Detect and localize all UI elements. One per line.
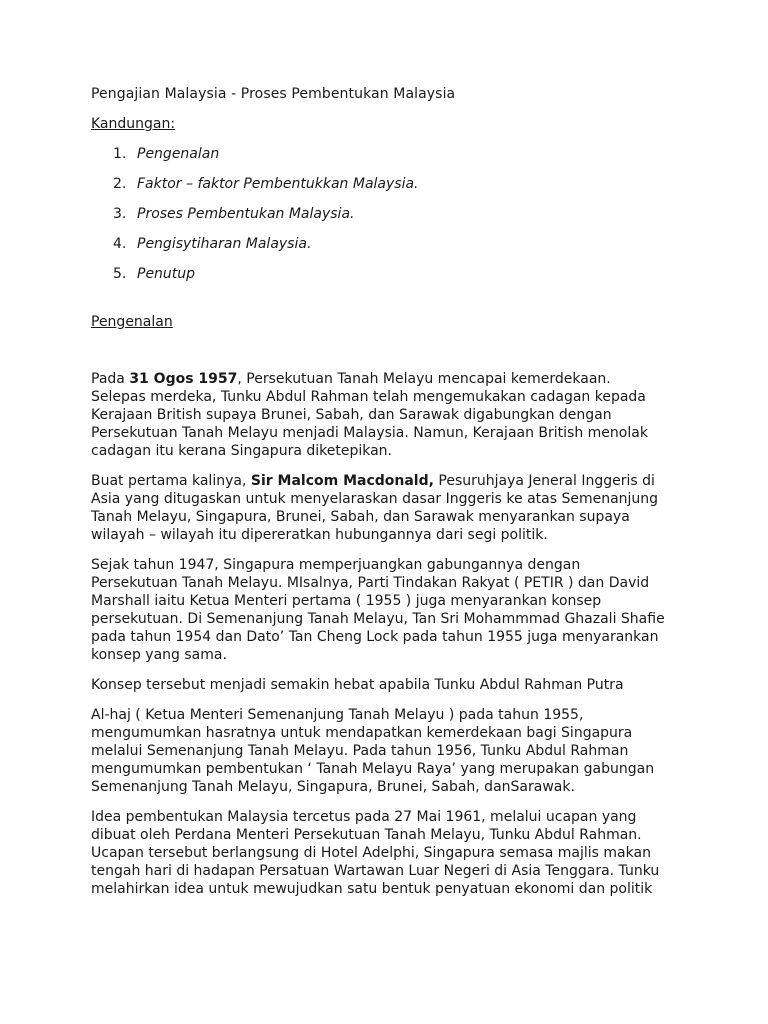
paragraph: Sejak tahun 1947, Singapura memperjuangkan gabungannya dengan Persekutuan Tanah Melayu. MIsalnya, Parti Tindakan Rakyat ( PETIR ) dan David Marshall iaitu Ketua Menteri pertama ( 1955 ) juga menyarankan konsep persekutuan. Di Semenanjung Tanah Melayu, Tan Sri Mohammmad Ghazali Shafie pada tahun 1954 dan Dato’ Tan Cheng Lock pada tahun 1955 juga menyarankan konsep yang sama.: [91, 557, 665, 663]
paragraph-text: Pesuruhjaya Jeneral Inggeris di Asia yang ditugaskan untuk menyelaraskan dasar Inggeris ke atas Semenanjung Tanah Melayu, Singapura, Brunei, Sabah, dan Sarawak menyarankan supaya wilayah – wilayah itu dipereratkan hubungannya dari segi politik.: [91, 473, 659, 543]
toc-item: [91, 175, 672, 193]
document-title: Pengajian Malaysia - Proses Pembentukan Malaysia: [91, 86, 456, 102]
section-heading: Pengenalan: [91, 314, 173, 330]
toc-item: [91, 205, 672, 223]
toc-item: [91, 145, 672, 163]
toc-item-number: 4.: [113, 236, 127, 252]
toc-item-label: Penutup: [137, 266, 196, 282]
paragraph: Idea pembentukan Malaysia tercetus pada 27 Mai 1961, melalui ucapan yang dibuat oleh Perdana Menteri Persekutuan Tanah Melayu, Tunku Abdul Rahman. Ucapan tersebut berlangsung di Hotel Adelphi, Singapura semasa majlis makan tengah hari di hadapan Persatuan Wartawan Luar Negeri di Asia Tenggara. Tunku melahirkan idea untuk mewujudkan satu bentuk penyatuan ekonomi dan politik: [91, 809, 660, 897]
paragraph-bold-text: 31 Ogos 1957: [129, 371, 238, 387]
toc-item-label: Faktor – faktor Pembentukkan Malaysia.: [137, 176, 419, 192]
paragraph-bold-text: Sir Malcom Macdonald,: [250, 473, 434, 489]
paragraph-text: , Persekutuan Tanah Melayu mencapai kemerdekaan. Selepas merdeka, Tunku Abdul Rahman telah mengemukakan cadagan kepada Kerajaan British supaya Brunei, Sabah, dan Sarawak digabungkan dengan Persekutuan Tanah Melayu menjadi Malaysia. Namun, Kerajaan British menolak cadagan itu kerana Singapura diketepikan.: [91, 371, 648, 459]
paragraph: [91, 370, 672, 460]
paragraph: Konsep tersebut menjadi semakin hebat apabila Tunku Abdul Rahman Putra: [91, 677, 624, 693]
paragraph-text: Pada: [91, 371, 130, 387]
paragraph-text: Buat pertama kalinya,: [91, 473, 251, 489]
toc-item-label: Pengenalan: [137, 146, 220, 162]
paragraph: [91, 472, 672, 544]
toc-item-number: 3.: [113, 206, 127, 222]
toc-item: [91, 235, 672, 253]
paragraph: Al-haj ( Ketua Menteri Semenanjung Tanah Melayu ) pada tahun 1955, mengumumkan hasratnya untuk mendapatkan kemerdekaan bagi Singapura melalui Semenanjung Tanah Melayu. Pada tahun 1956, Tunku Abdul Rahman mengumumkan pembentukan ‘ Tanah Melayu Raya’ yang merupakan gabungan Semenanjung Tanah Melayu, Singapura, Brunei, Sabah, danSarawak.: [91, 707, 655, 795]
toc-item-number: 5.: [113, 266, 127, 282]
contents-heading: Kandungan:: [91, 116, 176, 132]
toc-item-number: 1.: [113, 146, 127, 162]
toc-item-number: 2.: [113, 176, 127, 192]
toc-item-label: Proses Pembentukan Malaysia.: [137, 206, 355, 222]
toc-item: [91, 265, 672, 283]
table-of-contents: [91, 145, 672, 283]
toc-item-label: Pengisytiharan Malaysia.: [137, 236, 312, 252]
